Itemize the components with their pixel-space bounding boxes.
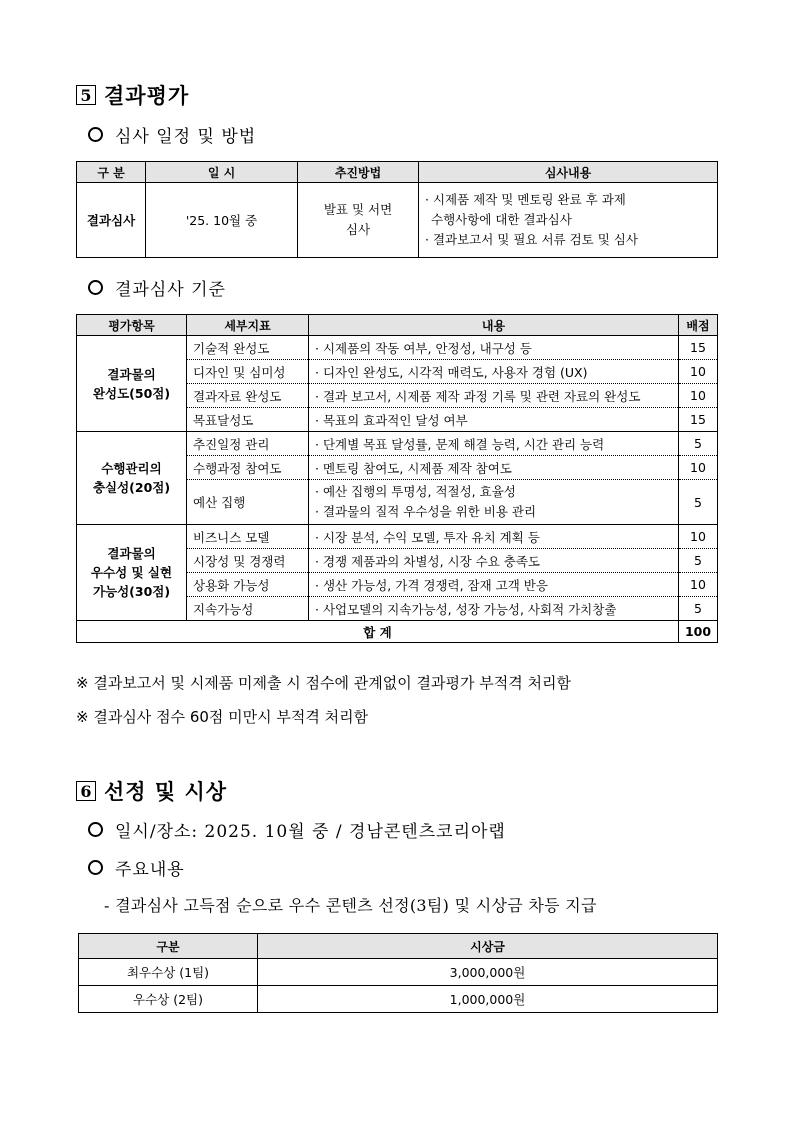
criteria-heading (88, 275, 226, 300)
note-line: ※ 결과보고서 및 시제품 미제출 시 점수에 관계없이 결과평가 부적격 처리함 (76, 674, 571, 692)
group-name-line: 가능성(30점) (92, 584, 171, 599)
score-cell: 10 (679, 525, 718, 549)
section-title: 선정 및 시상 (104, 780, 228, 804)
circle-bullet-icon (88, 280, 103, 295)
indicator-cell: 디자인 및 심미성 (187, 360, 309, 384)
content-cell: · 시제품의 작동 여부, 안정성, 내구성 등 (309, 336, 679, 360)
indicator-cell: 추진일정 관리 (187, 432, 309, 456)
score-cell: 10 (679, 456, 718, 480)
indicator-cell: 시장성 및 경쟁력 (187, 549, 309, 573)
table-row (77, 432, 718, 456)
indicator-cell: 수행과정 참여도 (187, 456, 309, 480)
header-cell: 배점 (679, 315, 718, 336)
header-cell: 구분 (79, 934, 258, 959)
prize-amount-cell: 1,000,000원 (258, 986, 718, 1013)
group-name-line: 결과물의 (107, 366, 156, 382)
group-cell (77, 432, 187, 525)
header-cell: 심사내용 (419, 162, 718, 183)
indicator-cell: 비즈니스 모델 (187, 525, 309, 549)
schedule-table (76, 161, 718, 258)
method-line: 발표 및 서면 (323, 202, 393, 217)
bullet-text: 주요내용 (115, 860, 185, 880)
score-cell: 10 (679, 384, 718, 408)
schedule-heading-text: 심사 일정 및 방법 (115, 127, 257, 147)
category-cell: 결과심사 (77, 183, 146, 258)
table-row (77, 336, 718, 360)
content-cell: · 생산 가능성, 가격 경쟁력, 잠재 고객 반응 (309, 573, 679, 597)
score-cell: 5 (679, 549, 718, 573)
indicator-cell: 지속가능성 (187, 597, 309, 621)
date-cell: '25. 10월 중 (146, 183, 298, 258)
main-content-bullet (88, 855, 185, 880)
group-cell (77, 525, 187, 621)
section-title: 결과평가 (104, 84, 190, 108)
content-cell: · 경쟁 제품과의 차별성, 시장 수요 충족도 (309, 549, 679, 573)
content-line: 수행사항에 대한 결과심사 (431, 212, 572, 227)
indicator-cell: 상용화 가능성 (187, 573, 309, 597)
group-name-line: 수행관리의 (101, 461, 162, 476)
circle-bullet-icon (88, 822, 103, 837)
score-cell: 15 (679, 336, 718, 360)
table-row (77, 183, 718, 258)
table-row (79, 959, 718, 986)
content-cell: · 단계별 목표 달성률, 문제 해결 능력, 시간 관리 능력 (309, 432, 679, 456)
header-cell: 추진방법 (298, 162, 419, 183)
group-name-line: 충실성(20점) (92, 480, 171, 495)
score-cell: 10 (679, 360, 718, 384)
section-number-box: 5 (76, 85, 96, 105)
table-row (79, 986, 718, 1013)
section-6-heading (76, 776, 227, 806)
total-row (77, 621, 718, 643)
score-cell: 15 (679, 408, 718, 432)
indicator-cell: 예산 집행 (187, 480, 309, 525)
header-cell: 시상금 (258, 934, 718, 959)
prize-category-cell: 최우수상 (1팀) (79, 959, 258, 986)
score-cell: 5 (679, 597, 718, 621)
method-cell (298, 183, 419, 258)
group-name-line: 우수성 및 실현 (90, 565, 173, 580)
group-cell (77, 336, 187, 432)
content-cell: · 멘토링 참여도, 시제품 제작 참여도 (309, 456, 679, 480)
table-header-row (77, 162, 718, 183)
table-header-row (79, 934, 718, 959)
circle-bullet-icon (88, 127, 103, 142)
header-cell: 일 시 (146, 162, 298, 183)
indicator-cell: 결과자료 완성도 (187, 384, 309, 408)
header-cell: 평가항목 (77, 315, 187, 336)
header-cell: 내용 (309, 315, 679, 336)
note-line: ※ 결과심사 점수 60점 미만시 부적격 처리함 (76, 708, 369, 726)
detail-line: - 결과심사 고득점 순으로 우수 콘텐츠 선정(3팀) 및 시상금 차등 지급 (104, 896, 597, 915)
criteria-heading-text: 결과심사 기준 (115, 280, 226, 300)
content-line: · 시제품 제작 및 멘토링 완료 후 과제 (425, 192, 626, 207)
circle-bullet-icon (88, 860, 103, 875)
content-cell (419, 183, 718, 258)
content-cell: · 결과 보고서, 시제품 제작 과정 기록 및 관련 자료의 완성도 (309, 384, 679, 408)
prize-category-cell: 우수상 (2팀) (79, 986, 258, 1013)
score-cell: 5 (679, 480, 718, 525)
total-label: 합 계 (77, 621, 679, 643)
group-name-line: 결과물의 (107, 546, 156, 561)
content-cell: · 시장 분석, 수익 모델, 투자 유치 계획 등 (309, 525, 679, 549)
table-header-row (77, 315, 718, 336)
content-line: · 예산 집행의 투명성, 적절성, 효율성 (315, 484, 516, 499)
prize-amount-cell: 3,000,000원 (258, 959, 718, 986)
section-5-heading (76, 80, 189, 110)
indicator-cell: 목표달성도 (187, 408, 309, 432)
group-name-line: 완성도(50점) (92, 385, 171, 401)
criteria-table (76, 314, 718, 643)
indicator-cell: 기술적 완성도 (187, 336, 309, 360)
content-cell (309, 480, 679, 525)
content-line: · 결과물의 질적 우수성을 위한 비용 관리 (315, 504, 537, 519)
prize-table (78, 933, 718, 1013)
content-line: · 결과보고서 및 필요 서류 검토 및 심사 (425, 232, 638, 247)
content-cell: · 디자인 완성도, 시각적 매력도, 사용자 경험 (UX) (309, 360, 679, 384)
schedule-place-bullet (88, 817, 506, 842)
content-cell: · 사업모델의 지속가능성, 성장 가능성, 사회적 가치창출 (309, 597, 679, 621)
score-cell: 10 (679, 573, 718, 597)
content-cell: · 목표의 효과적인 달성 여부 (309, 408, 679, 432)
method-line: 심사 (345, 222, 371, 237)
total-score: 100 (679, 621, 718, 643)
section-number-box: 6 (76, 781, 96, 801)
score-cell: 5 (679, 432, 718, 456)
table-row (77, 525, 718, 549)
schedule-heading (88, 122, 256, 147)
bullet-text: 일시/장소: 2025. 10월 중 / 경남콘텐츠코리아랩 (115, 822, 506, 842)
header-cell: 구 분 (77, 162, 146, 183)
header-cell: 세부지표 (187, 315, 309, 336)
